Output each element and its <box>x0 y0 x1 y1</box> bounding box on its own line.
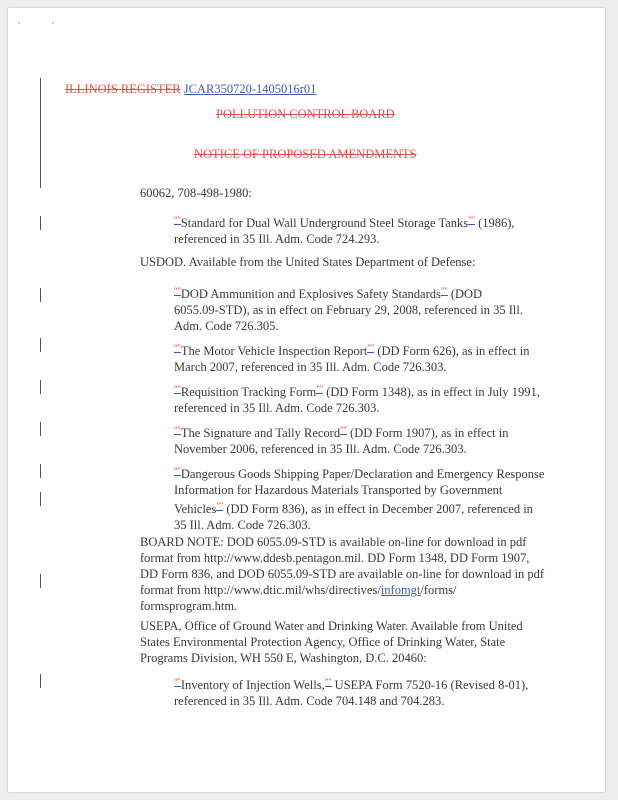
dod-item: “"The Signature and Tally Record”" (DD Form 1907), as in effect in November 2006, referenced in 35 Ill. Adm. Code 726.303. <box>174 425 509 457</box>
revision-bar <box>40 380 41 394</box>
revision-bar <box>40 464 41 478</box>
board-heading: POLLUTION CONTROL BOARD <box>216 107 395 121</box>
usdod-intro: USDOD. Available from the United States Department of Defense: <box>140 255 476 269</box>
dod-item: “"The Motor Vehicle Inspection Report”" (DD Form 626), as in effect in March 2007, referenced in 35 Ill. Adm. Code 726.303. <box>174 343 530 375</box>
document-page <box>8 8 605 792</box>
dangerous-goods-item: “"Dangerous Goods Shipping Paper/Declaration and Emergency Response Information for Hazardous Materials Transported by Government Vehicles”" (DD Form 836), as in effect in December 2007, referenced in 35 Ill. Adm. Code 726.303. <box>174 466 545 533</box>
revision-bar <box>40 216 41 230</box>
revision-bar <box>40 422 41 436</box>
ul-address: 60062, 708-498-1980: <box>140 186 252 200</box>
register-inserted: JCAR350720-1405016r01 <box>183 82 317 96</box>
revision-bar <box>40 78 41 188</box>
dod-item: “"DOD Ammunition and Explosives Safety Standards”" (DOD 6055.09-STD), as in effect on February 29, 2008, referenced in 35 Ill. Adm. Code 726.305. <box>174 286 523 334</box>
revision-bar <box>40 674 41 688</box>
inserted-text: infomgt <box>380 583 421 597</box>
revision-bar <box>40 492 41 506</box>
scan-speck <box>52 22 54 24</box>
revision-bar <box>40 338 41 352</box>
scan-speck <box>18 22 20 24</box>
revision-bar <box>40 288 41 302</box>
register-header <box>65 81 316 97</box>
dod-item: “"Requisition Tracking Form”" (DD Form 1348), as in effect in July 1991, referenced in 35 Ill. Adm. Code 726.303. <box>174 384 540 416</box>
notice-heading: NOTICE OF PROPOSED AMENDMENTS <box>194 147 417 161</box>
board-note: BOARD NOTE: DOD 6055.09-STD is available on-line for download in pdf format from http://www.ddesb.pentagon.mil. DD Form 1348, DD Form 1907, DD Form 836, and DOD 6055.09-STD are available on-line for download in pdf format from http://www.dtic.mil/whs/directives/infomgt/forms/ formsprogram.htm. <box>140 535 545 613</box>
revision-bar <box>40 574 41 588</box>
injection-item: “"Inventory of Injection Wells,”" USEPA Form 7520-16 (Revised 8-01), referenced in 35 Ill. Adm. Code 704.148 and 704.283. <box>174 677 529 709</box>
ul-item: “"Standard for Dual Wall Underground Steel Storage Tanks”" (1986), referenced in 35 Ill. Adm. Code 724.293. <box>174 215 515 247</box>
usepa-intro: USEPA, Office of Ground Water and Drinking Water. Available from United States Environmental Protection Agency, Office of Drinking Water, State Programs Division, WH 550 E, Washington, D.C. 20460: <box>140 619 523 665</box>
register-deleted: ILLINOIS REGISTER <box>65 82 181 96</box>
